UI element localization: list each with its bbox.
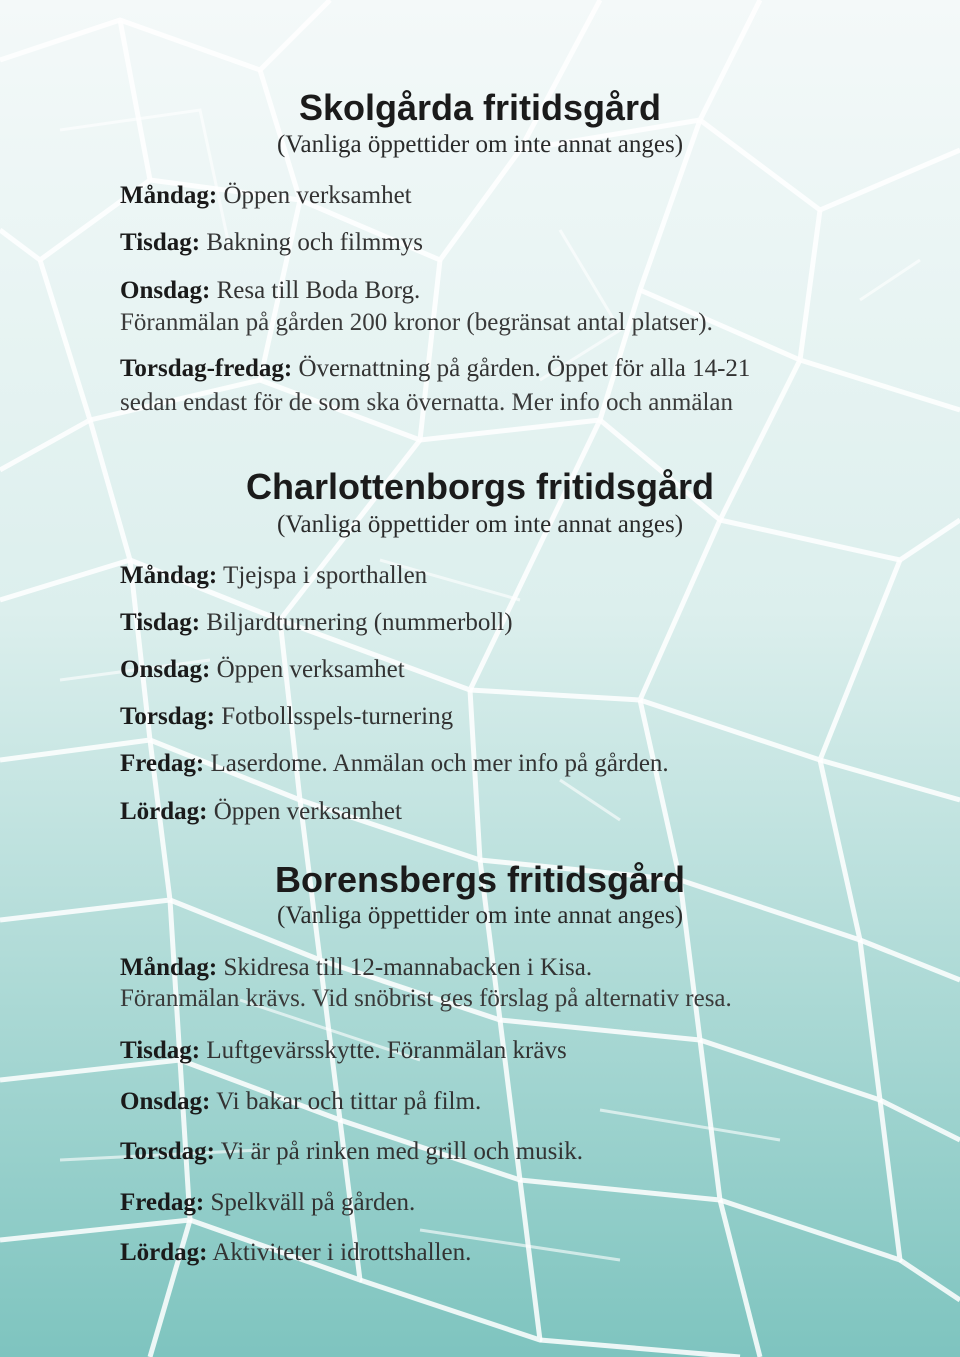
day-label: Tisdag: bbox=[120, 609, 201, 636]
activity-text: Skidresa till 12-mannabacken i Kisa. bbox=[223, 954, 593, 981]
activity-continuation: sedan endast för de som ska övernatta. Mer info och anmälan bbox=[120, 389, 733, 416]
schedule-entry bbox=[120, 1238, 860, 1268]
activity-text: Öppen verksamhet bbox=[216, 656, 405, 683]
schedule-entry bbox=[120, 608, 860, 638]
section-subtitle: (Vanliga öppettider om inte annat anges) bbox=[276, 131, 684, 158]
day-label: Fredag: bbox=[120, 750, 205, 777]
activity-text: Fotbollsspels-turnering bbox=[221, 703, 454, 730]
activity-continuation: Föranmälan krävs. Vid snöbrist ges förslag på alternativ resa. bbox=[120, 985, 732, 1012]
schedule-entry bbox=[120, 228, 860, 258]
activity-text: Bakning och filmmys bbox=[206, 229, 424, 256]
section-subtitle: (Vanliga öppettider om inte annat anges) bbox=[276, 511, 684, 538]
day-label: Måndag: bbox=[120, 954, 218, 981]
day-label: Måndag: bbox=[120, 562, 218, 589]
day-label: Onsdag: bbox=[120, 1088, 211, 1115]
day-label: Lördag: bbox=[120, 798, 208, 825]
schedule-entry bbox=[120, 1137, 860, 1167]
activity-text: Laserdome. Anmälan och mer info på gården. bbox=[210, 750, 669, 777]
schedule-entry bbox=[120, 276, 860, 306]
day-label: Fredag: bbox=[120, 1189, 205, 1216]
day-label: Torsdag-fredag: bbox=[120, 355, 293, 382]
day-label: Onsdag: bbox=[120, 656, 211, 683]
day-label: Torsdag: bbox=[120, 1138, 215, 1165]
activity-text: Öppen verksamhet bbox=[223, 182, 412, 209]
schedule-entry bbox=[120, 702, 860, 732]
activity-text: Vi är på rinken med grill och musik. bbox=[220, 1138, 584, 1165]
activity-text: Resa till Boda Borg. bbox=[216, 277, 421, 304]
schedule-entry bbox=[120, 1087, 860, 1117]
schedule-entry bbox=[120, 354, 860, 384]
section-title: Borensbergs fritidsgård bbox=[274, 859, 686, 900]
activity-text: Aktiviteter i idrottshallen. bbox=[212, 1239, 472, 1266]
activity-text: Spelkväll på gården. bbox=[210, 1189, 416, 1216]
schedule-entry bbox=[120, 797, 860, 827]
activity-continuation: Föranmälan på gården 200 kronor (begränsat antal platser). bbox=[120, 309, 713, 336]
schedule-entry bbox=[120, 1188, 860, 1218]
schedule-entry bbox=[120, 749, 860, 779]
schedule-entry bbox=[120, 953, 860, 983]
schedule-entry bbox=[120, 1036, 860, 1066]
day-label: Måndag: bbox=[120, 182, 218, 209]
schedule-entry bbox=[120, 181, 860, 211]
day-label: Lördag: bbox=[120, 1239, 208, 1266]
schedule-entry bbox=[120, 561, 860, 591]
activity-text: Tjejspa i sporthallen bbox=[223, 562, 428, 589]
activity-text: Luftgevärsskytte. Föranmälan krävs bbox=[206, 1037, 567, 1064]
section-title: Skolgårda fritidsgård bbox=[298, 87, 662, 128]
day-label: Tisdag: bbox=[120, 229, 201, 256]
day-label: Tisdag: bbox=[120, 1037, 201, 1064]
section-title: Charlottenborgs fritidsgård bbox=[245, 466, 715, 507]
section-subtitle: (Vanliga öppettider om inte annat anges) bbox=[276, 902, 684, 929]
day-label: Torsdag: bbox=[120, 703, 215, 730]
activity-text: Biljardturnering (nummerboll) bbox=[206, 609, 513, 636]
day-label: Onsdag: bbox=[120, 277, 211, 304]
activity-text: Övernattning på gården. Öppet för alla 14-21 bbox=[298, 355, 751, 382]
schedule-entry bbox=[120, 655, 860, 685]
activity-text: Vi bakar och tittar på film. bbox=[216, 1088, 482, 1115]
activity-text: Öppen verksamhet bbox=[213, 798, 402, 825]
